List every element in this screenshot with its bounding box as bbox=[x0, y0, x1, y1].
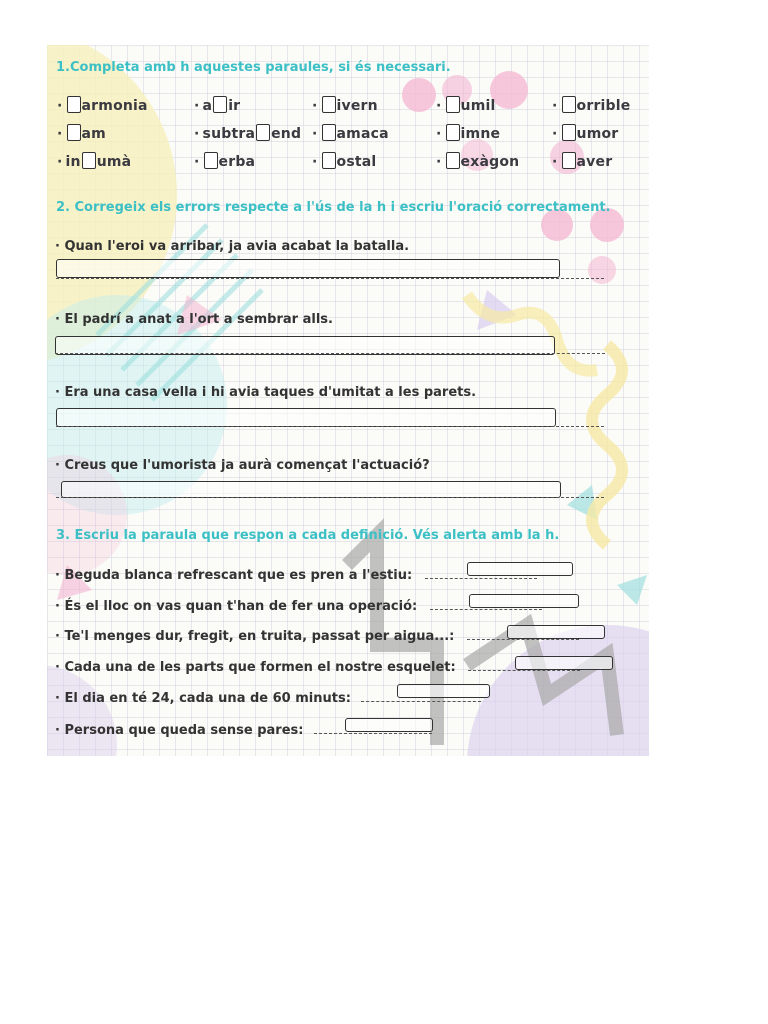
word-item bbox=[436, 96, 495, 114]
word-bullet: · bbox=[312, 98, 318, 114]
answer-field-1[interactable] bbox=[56, 259, 560, 278]
h-checkbox[interactable] bbox=[322, 96, 336, 113]
pink-dot bbox=[588, 256, 616, 284]
word-item bbox=[57, 124, 106, 142]
word-bullet: · bbox=[312, 126, 318, 142]
definition-1 bbox=[55, 566, 537, 583]
word-item bbox=[552, 124, 618, 142]
h-checkbox[interactable] bbox=[256, 124, 270, 141]
word-bullet: · bbox=[552, 98, 558, 114]
word-bullet: · bbox=[436, 126, 442, 142]
word-suffix: umà bbox=[96, 154, 132, 170]
sentence-2: · El padrí a anat a l'ort a sembrar alls. bbox=[55, 312, 333, 327]
definition-answer-6[interactable] bbox=[345, 718, 433, 732]
word-bullet: · bbox=[57, 126, 63, 142]
definition-answer-2[interactable] bbox=[469, 594, 579, 608]
definition-text: · És el lloc on vas quan t'han de fer una operació: bbox=[55, 599, 418, 614]
definition-text: · Beguda blanca refrescant que es pren a l'estiu: bbox=[55, 568, 413, 583]
worksheet bbox=[47, 45, 649, 756]
h-checkbox[interactable] bbox=[213, 96, 227, 113]
h-checkbox[interactable] bbox=[446, 96, 460, 113]
definition-4 bbox=[55, 658, 580, 675]
word-item bbox=[194, 152, 255, 170]
h-checkbox[interactable] bbox=[446, 124, 460, 141]
h-checkbox[interactable] bbox=[204, 152, 218, 169]
section2-heading: 2. Corregeix els errors respecte a l'ús de la h i escriu l'oració correctament. bbox=[56, 200, 611, 215]
word-suffix: exàgon bbox=[460, 154, 520, 170]
pink-dot bbox=[490, 71, 528, 109]
pink-dot bbox=[402, 78, 436, 112]
h-checkbox[interactable] bbox=[562, 124, 576, 141]
sentence-3: · Era una casa vella i hi avia taques d'umitat a les parets. bbox=[55, 385, 477, 400]
word-suffix: ivern bbox=[336, 98, 378, 114]
word-suffix: imne bbox=[460, 126, 501, 142]
definition-answer-4[interactable] bbox=[515, 656, 613, 670]
word-suffix: amaca bbox=[336, 126, 389, 142]
word-suffix: orrible bbox=[576, 98, 631, 114]
answer-field-4[interactable] bbox=[61, 481, 561, 498]
h-checkbox[interactable] bbox=[322, 124, 336, 141]
word-suffix: ir bbox=[228, 98, 241, 114]
word-bullet: · bbox=[436, 98, 442, 114]
dash-line bbox=[56, 497, 604, 498]
word-item bbox=[312, 96, 378, 114]
word-item bbox=[552, 152, 612, 170]
definition-text: · El dia en té 24, cada una de 60 minuts: bbox=[55, 691, 351, 706]
word-bullet: · bbox=[436, 154, 442, 170]
definition-3 bbox=[55, 627, 579, 644]
word-item bbox=[436, 152, 519, 170]
word-suffix: armonia bbox=[81, 98, 148, 114]
h-checkbox[interactable] bbox=[67, 124, 81, 141]
word-suffix: aver bbox=[576, 154, 613, 170]
word-bullet: · bbox=[552, 126, 558, 142]
definition-text: · Persona que queda sense pares: bbox=[55, 723, 304, 738]
answer-field-3[interactable] bbox=[56, 408, 556, 427]
word-bullet: · bbox=[312, 154, 318, 170]
word-suffix: umor bbox=[576, 126, 619, 142]
section1-heading: 1.Completa amb h aquestes paraules, si és necessari. bbox=[56, 60, 451, 75]
word-prefix: a bbox=[202, 98, 213, 114]
h-checkbox[interactable] bbox=[562, 152, 576, 169]
word-item bbox=[552, 96, 630, 114]
word-suffix: ostal bbox=[336, 154, 377, 170]
word-prefix: subtra bbox=[202, 126, 256, 142]
word-bullet: · bbox=[57, 154, 63, 170]
word-bullet: · bbox=[57, 98, 63, 114]
definition-text: · Cada una de les parts que formen el nostre esquelet: bbox=[55, 660, 456, 675]
word-bullet: · bbox=[194, 98, 200, 114]
sentence-4: · Creus que l'umorista ja aurà començat l'actuació? bbox=[55, 458, 430, 473]
word-bullet: · bbox=[552, 154, 558, 170]
h-checkbox[interactable] bbox=[446, 152, 460, 169]
word-bullet: · bbox=[194, 126, 200, 142]
sentence-1: · Quan l'eroi va arribar, ja avia acabat la batalla. bbox=[55, 239, 410, 254]
definition-text: · Te'l menges dur, fregit, en truita, passat per aigua...: bbox=[55, 629, 455, 644]
word-suffix: erba bbox=[218, 154, 256, 170]
h-checkbox[interactable] bbox=[82, 152, 96, 169]
h-checkbox[interactable] bbox=[322, 152, 336, 169]
definition-answer-5[interactable] bbox=[397, 684, 490, 698]
word-suffix: am bbox=[81, 126, 106, 142]
word-suffix: end bbox=[271, 126, 302, 142]
h-checkbox[interactable] bbox=[67, 96, 81, 113]
definition-answer-1[interactable] bbox=[467, 562, 573, 576]
word-bullet: · bbox=[194, 154, 200, 170]
word-item bbox=[57, 152, 131, 170]
teal-triangle-shape bbox=[617, 575, 647, 605]
word-prefix: in bbox=[65, 154, 81, 170]
h-checkbox[interactable] bbox=[562, 96, 576, 113]
section3-heading: 3. Escriu la paraula que respon a cada definició. Vés alerta amb la h. bbox=[56, 528, 560, 543]
word-item bbox=[312, 152, 376, 170]
definition-answer-3[interactable] bbox=[507, 625, 605, 639]
dash-line bbox=[56, 426, 604, 427]
dash-line bbox=[56, 278, 604, 279]
word-item bbox=[436, 124, 500, 142]
lilac-circle-shape bbox=[47, 665, 117, 756]
word-item bbox=[194, 124, 301, 142]
dash-line bbox=[55, 353, 605, 354]
word-item bbox=[194, 96, 240, 114]
word-item bbox=[312, 124, 389, 142]
word-item bbox=[57, 96, 148, 114]
word-suffix: umil bbox=[460, 98, 496, 114]
